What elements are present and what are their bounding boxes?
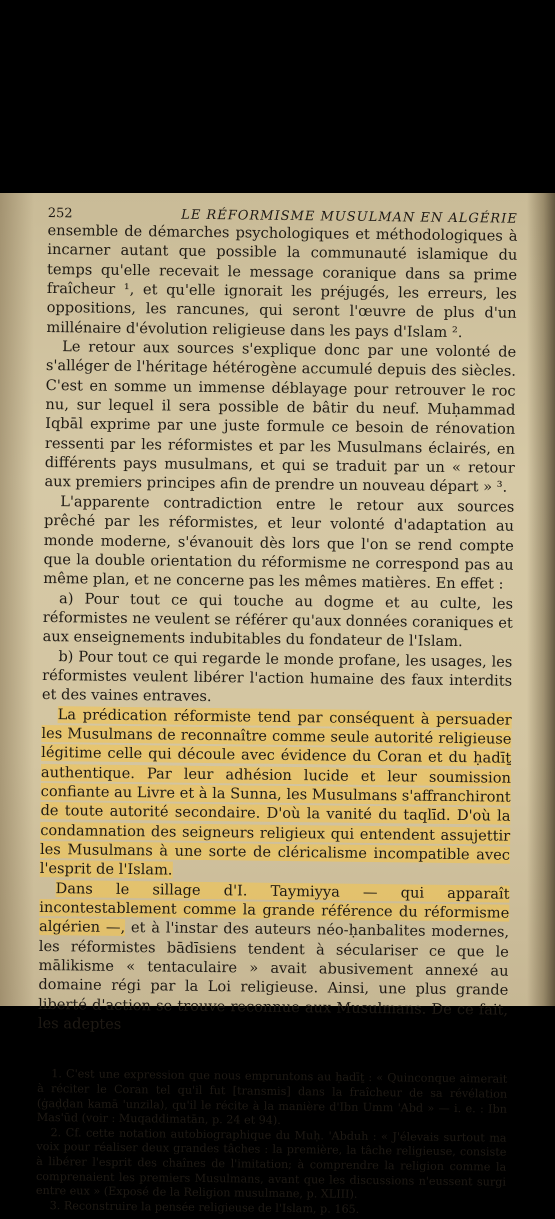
book-page-photo	[0, 193, 555, 1216]
page-gutter-shadow	[527, 193, 555, 1006]
page-number: 252	[47, 205, 73, 222]
paragraph-5: b) Pour tout ce qui regarde le monde profane, les usages, les réformistes veulent libérer l'action humaine des faux interdits et des vaines entraves.	[41, 647, 513, 706]
footnote-1: 1. C'est une expression que nous empruntons au ḥadīṯ : « Quinconque aimerait à réciter le Coran tel qu'il fut [transmis] dans la fraîcheur de sa révélation (ġaḍḍan kamā 'unzila), qu'il le récite à la manière d'Ibn Umm 'Abd » — i. e. : Ibn Mas'ūd (voir : Muqaddimatān, p. 24 et 94).	[36, 1067, 508, 1128]
paragraph-7-rest: et à l'instar des auteurs néo-ḥanbalites modernes, les réformistes bādīsiens tendent à séculariser ce que le mālikisme « tentaculaire » avait abusivement annexé au domaine régi par la Loi religieuse. Ainsi, une plus grande liberté d'action se trouve reconnue aux Musulmans. De ce fait, les adeptes	[37, 919, 510, 1034]
page-edge-shadow	[0, 193, 34, 1006]
highlighted-passage: La prédication réformiste tend par conséquent à persuader les Musulmans de reconnaître comme seule autorité religieuse légitime celle qui découle avec évidence du Coran et du ḥadīṯ authentique. Par leur adhésion lucide et leur soumission confiante au Livre et à la Sunna, les Musulmans s'affranchiront de toute autorité secondaire. D'où la vanité du taqlīd. D'où la condamnation des seigneurs religieux qui entendent assujettir les Musulmans à une sorte de cléricalisme incompatible avec l'esprit de l'Islam.	[39, 705, 512, 879]
paragraph-1: ensemble de démarches psychologiques et méthodologiques à incarner autant que possible la communauté islamique du temps qu'elle recevait le message coranique dans sa prime fraîcheur ¹, et qu'elle ignorait les préjugés, les erreurs, les oppositions, les rancunes, qui seront l'œuvre de plus d'un millénaire d'évolution religieuse dans les pays d'Islam ².	[46, 221, 518, 341]
paragraph-3: L'apparente contradiction entre le retour aux sources prêché par les réformistes, et leur volonté d'adaptation au monde moderne, s'évanouit dès lors que l'on se rend compte que la double orientation du réformisme ne correspond pas au même plan, et ne concerne pas les mêmes matières. En effet :	[43, 492, 515, 593]
footnote-3: 3. Reconstruire la pensée religieuse de l'Islam, p. 165.	[49, 1198, 360, 1216]
paragraph-4: a) Pour tout ce qui touche au dogme et au culte, les réformistes ne veulent se référer qu'aux données coraniques et aux enseignements indubitables du fondateur de l'Islam.	[42, 589, 514, 651]
page-text-block	[36, 197, 518, 1219]
paragraph-2: Le retour aux sources s'explique donc par une volonté de s'alléger de l'héritage hétérogène accumulé depuis des siècles. C'est en somme un immense déblayage pour retrouver le roc nu, sur lequel il sera possible de bâtir du neuf. Muḥammad Iqbāl exprime par une juste formule ce besoin de rénovation ressenti par les réformistes et par les Musulmans éclairés, en différents pays musulmans, et qui se traduit par un « retour aux premiers principes afin de prendre un nouveau départ » ³.	[44, 338, 517, 497]
highlighted-passage-2: Dans le sillage d'I. Taymiyya — qui apparaît incontestablement comme la grande référence du réformisme algérien —,	[38, 879, 510, 937]
paragraph-7	[38, 879, 510, 1039]
footnote-2: 2. Cf. cette notation autobiographique du Muḥ. 'Abduh : « J'élevais surtout ma voix pour réaliser deux grandes tâches : la première, la tâche religieuse, consiste à libérer l'esprit des chaînes de l'imitation; à comprendre la religion comme la comprenaient les premiers Musulmans, avant que les discussions n'eussent surgi entre eux » (Exposé de la Religion musulmane, p. XLIII).	[35, 1125, 507, 1202]
paragraph-6-highlighted	[40, 705, 512, 885]
running-title: LE RÉFORMISME MUSULMAN EN ALGÉRIE	[181, 207, 518, 227]
footnotes	[36, 1067, 508, 1219]
